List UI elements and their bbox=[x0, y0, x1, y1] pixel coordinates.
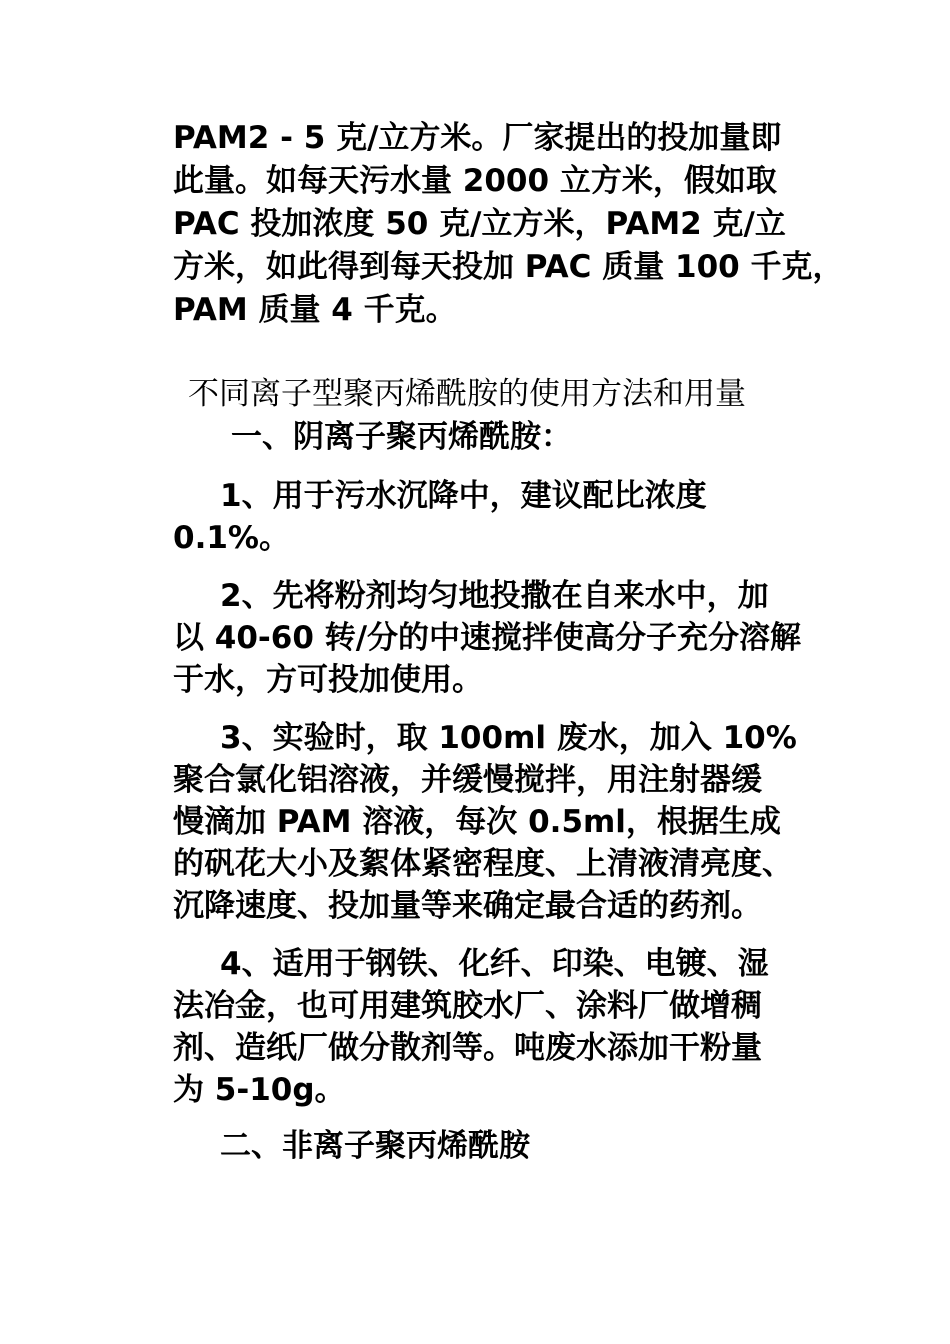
item-line: 沉降速度、投加量等来确定最合适的药剂。 bbox=[173, 888, 762, 924]
intro-line: 此量。如每天污水量 2000 立方米，假如取 bbox=[173, 163, 777, 199]
intro-line: PAC 投加浓度 50 克/立方米，PAM2 克/立 bbox=[173, 206, 786, 242]
intro-line: PAM2 - 5 克/立方米。厂家提出的投加量即 bbox=[173, 120, 782, 156]
heading-anionic: 一、阴离子聚丙烯酰胺： bbox=[231, 419, 572, 455]
section-title: 不同离子型聚丙烯酰胺的使用方法和用量 bbox=[188, 376, 746, 412]
intro-line: 方米，如此得到每天投加 PAC 质量 100 千克， bbox=[173, 249, 844, 285]
item-line: 以 40-60 转/分的中速搅拌使高分子充分溶解 bbox=[173, 620, 802, 656]
item-line: 为 5-10g。 bbox=[173, 1072, 346, 1108]
item-line: 聚合氯化铝溶液，并缓慢搅拌，用注射器缓 bbox=[173, 762, 762, 798]
item-line: 1、用于污水沉降中，建议配比浓度 bbox=[220, 478, 707, 514]
item-line: 3、实验时，取 100ml 废水，加入 10% bbox=[220, 720, 797, 756]
item-line: 慢滴加 PAM 溶液，每次 0.5ml，根据生成 bbox=[173, 804, 781, 840]
heading-nonionic: 二、非离子聚丙烯酰胺 bbox=[220, 1128, 530, 1164]
item-line: 2、先将粉剂均匀地投撒在自来水中，加 bbox=[220, 578, 769, 614]
item-line: 于水，方可投加使用。 bbox=[173, 662, 483, 698]
intro-line: PAM 质量 4 千克。 bbox=[173, 292, 457, 328]
item-line: 的矾花大小及絮体紧密程度、上清液清亮度、 bbox=[173, 846, 793, 882]
item-line: 法冶金，也可用建筑胶水厂、涂料厂做增稠 bbox=[173, 988, 762, 1024]
item-line: 剂、造纸厂做分散剂等。吨废水添加干粉量 bbox=[173, 1030, 762, 1066]
item-line: 4、适用于钢铁、化纤、印染、电镀、湿 bbox=[220, 946, 769, 982]
item-line: 0.1%。 bbox=[173, 520, 290, 556]
